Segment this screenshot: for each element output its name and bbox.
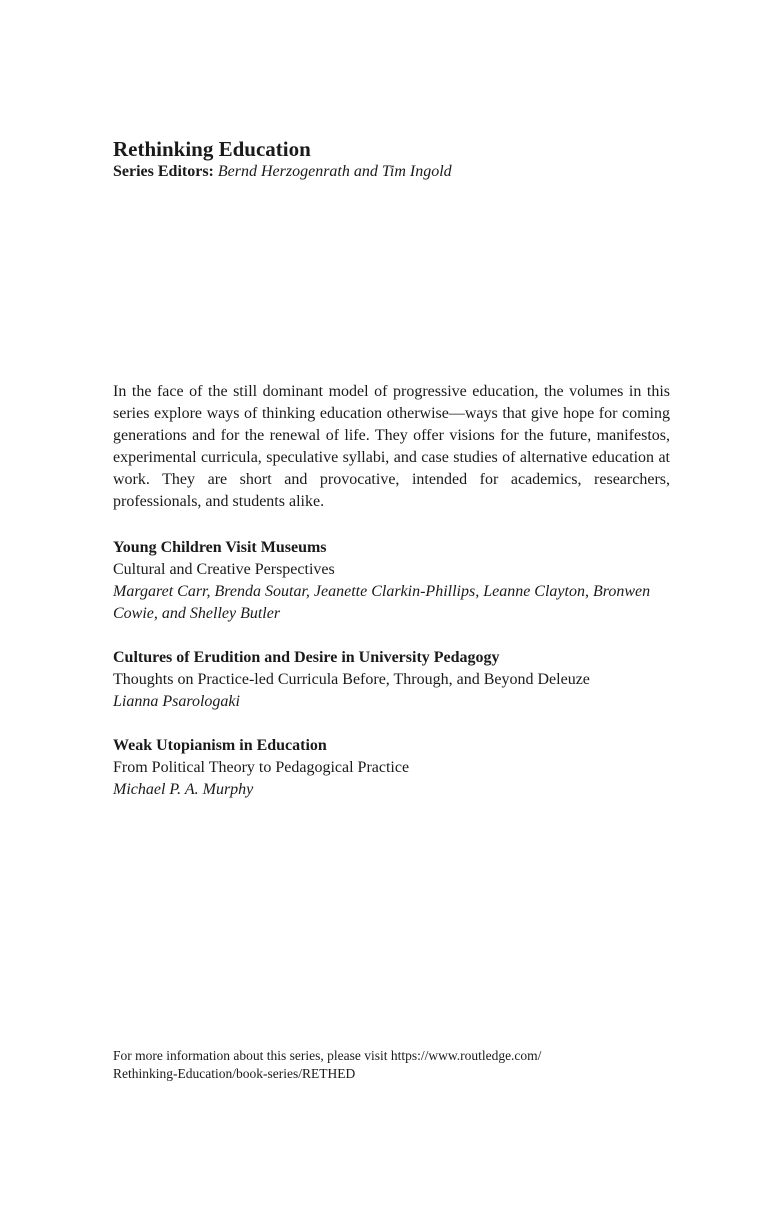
book-entry bbox=[113, 537, 673, 625]
book-entry bbox=[113, 735, 673, 801]
book-title: Young Children Visit Museums bbox=[113, 539, 327, 556]
book-entry bbox=[113, 647, 673, 713]
series-info-link[interactable]: Rethinking-Education/book-series/RETHED bbox=[113, 1066, 356, 1081]
book-subtitle: Thoughts on Practice-led Curricula Before, Through, and Beyond Deleuze bbox=[113, 671, 590, 688]
book-authors: Michael P. A. Murphy bbox=[113, 781, 254, 798]
series-editors-names: Bernd Herzogenrath and Tim Ingold bbox=[217, 163, 452, 180]
book-subtitle: Cultural and Creative Perspectives bbox=[113, 561, 335, 578]
series-info bbox=[113, 1047, 673, 1083]
series-info-line-1: For more information about this series, please visit https://www.routledge.com/ bbox=[113, 1048, 542, 1063]
series-title: Rethinking Education bbox=[113, 137, 311, 161]
series-editors-label: Series Editors: bbox=[113, 163, 214, 180]
book-authors: Margaret Carr, Brenda Soutar, Jeanette Clarkin-Phillips, Leanne Clayton, Bronwen Cowie, and Shelley Butler bbox=[113, 583, 651, 622]
book-title: Cultures of Erudition and Desire in University Pedagogy bbox=[113, 649, 500, 666]
book-subtitle: From Political Theory to Pedagogical Practice bbox=[113, 759, 410, 776]
book-list bbox=[113, 537, 673, 823]
series-editors bbox=[113, 162, 452, 182]
series-description: In the face of the still dominant model of progressive education, the volumes in this series explore ways of thinking education otherwise—ways that give hope for coming generations and for the renewal of life. They offer visions for the future, manifestos, experimental curricula, speculative syllabi, and case studies of alternative education at work. They are short and provocative, intended for academics, researchers, professionals, and students alike. bbox=[113, 383, 670, 510]
book-authors: Lianna Psarologaki bbox=[113, 693, 240, 710]
book-title: Weak Utopianism in Education bbox=[113, 737, 327, 754]
